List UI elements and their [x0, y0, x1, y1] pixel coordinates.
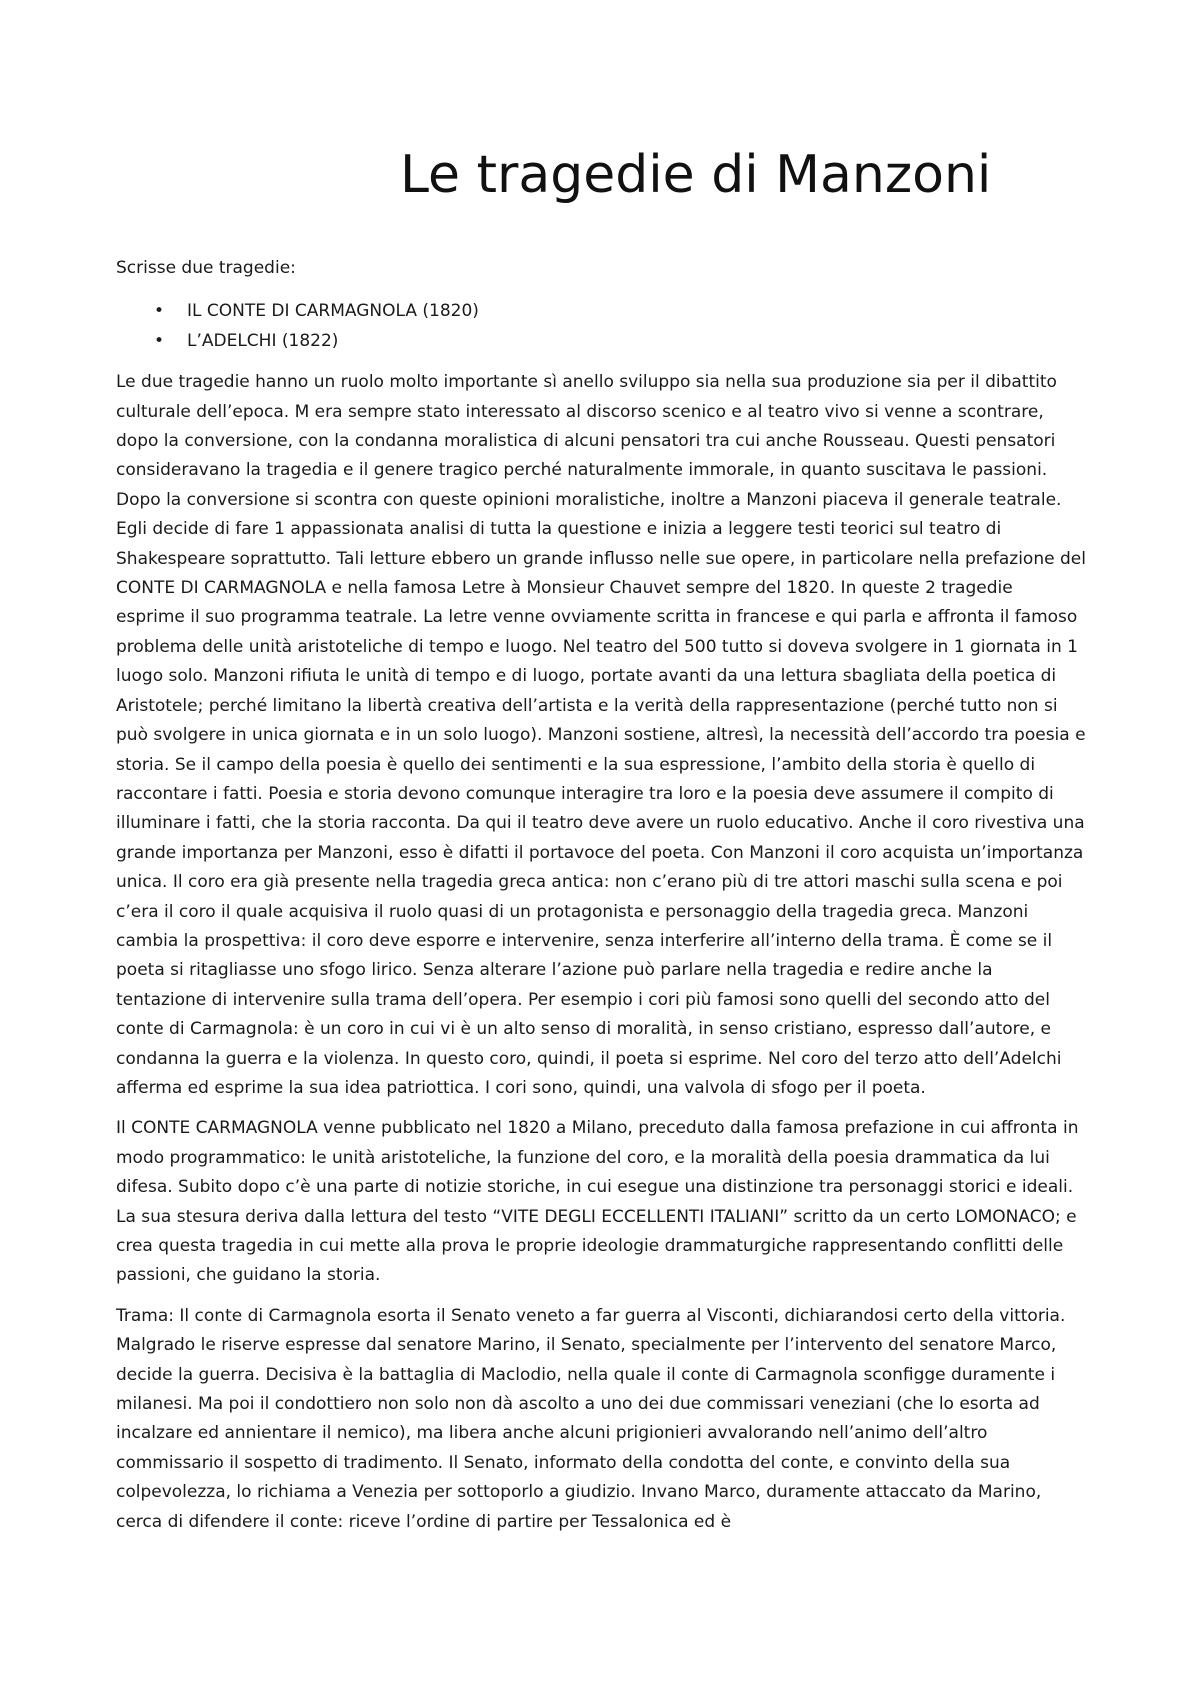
document-body	[116, 254, 1086, 1548]
paragraph-carmagnola-publication: Il CONTE CARMAGNOLA venne pubblicato nel 1820 a Milano, preceduto dalla famosa prefazione in cui affronta in modo programmatico: le unità aristoteliche, la funzione del coro, e la moralità della poesia drammatica da lui difesa. Subito dopo c’è una parte di notizie storiche, in cui esegue una distinzione tra personaggi storici e ideali. La sua stesura deriva dalla lettura del testo “VITE DEGLI ECCELLENTI ITALIANI” scritto da un certo LOMONACO; e crea questa tragedia in cui mette alla prova le proprie ideologie drammaturgiche rappresentando conflitti delle passioni, che guidano la storia.	[116, 1118, 1079, 1286]
page-title: Le tragedie di Manzoni	[400, 145, 992, 205]
tragedies-list	[116, 297, 1086, 356]
list-item-text: IL CONTE DI CARMAGNOLA (1820)	[187, 301, 479, 322]
list-item	[116, 327, 1086, 356]
paragraph-plot: Trama: Il conte di Carmagnola esorta il Senato veneto a far guerra al Visconti, dichiarandosi certo della vittoria. Malgrado le riserve espresse dal senatore Marino, il Senato, specialmente per l’intervento del senatore Marco, decide la guerra. Decisiva è la battaglia di Maclodio, nella quale il conte di Carmagnola sconfigge duramente i milanesi. Ma poi il condottiero non solo non dà ascolto a uno dei due commissari veneziani (che lo esorta ad incalzare ed annientare il nemico), ma libera anche alcuni prigionieri avvalorando nell’animo dell’altro commissario il sospetto di tradimento. Il Senato, informato della condotta del conte, e convinto della sua colpevolezza, lo richiama a Venezia per sottoporlo a giudizio. Invano Marco, duramente attaccato da Marino, cerca di difendere il conte: riceve l’ordine di partire per Tessalonica ed è	[116, 1305, 1066, 1532]
bullet-icon: •	[154, 301, 165, 322]
list-item-text: L’ADELCHI (1822)	[187, 330, 339, 351]
bullet-icon: •	[154, 330, 165, 351]
paragraph-tragedies-role: Le due tragedie hanno un ruolo molto importante sì anello sviluppo sia nella sua produzione sia per il dibattito culturale dell’epoca. M era sempre stato interessato al discorso scenico e al teatro vivo si venne a scontrare, dopo la conversione, con la condanna moralistica di alcuni pensatori tra cui anche Rousseau. Questi pensatori consideravano la tragedia e il genere tragico perché naturalmente immorale, in quanto suscitava le passioni. Dopo la conversione si scontra con queste opinioni moralistiche, inoltre a Manzoni piaceva il generale teatrale. Egli decide di fare 1 appassionata analisi di tutta la questione e inizia a leggere testi teorici sul teatro di Shakespeare soprattutto. Tali letture ebbero un grande influsso nelle sue opere, in particolare nella prefazione del CONTE DI CARMAGNOLA e nella famosa Letre à Monsieur Chauvet sempre del 1820. In queste 2 tragedie esprime il suo programma teatrale. La letre venne ovviamente scritta in francese e qui parla e affronta il famoso problema delle unità aristoteliche di tempo e luogo. Nel teatro del 500 tutto si doveva svolgere in 1 giornata in 1 luogo solo. Manzoni rifiuta le unità di tempo e di luogo, portate avanti da una lettura sbagliata della poetica di Aristotele; perché limitano la libertà creativa dell’artista e la verità della rappresentazione (perché tutto non si può svolgere in unica giornata e in un solo luogo). Manzoni sostiene, altresì, la necessità dell’accordo tra poesia e storia. Se il campo della poesia è quello dei sentimenti e la sua espressione, l’ambito della storia è quello di raccontare i fatti. Poesia e storia devono comunque interagire tra loro e la poesia deve assumere il compito di illuminare i fatti, che la storia racconta. Da qui il teatro deve avere un ruolo educativo. Anche il coro rivestiva una grande importanza per Manzoni, esso è difatti il portavoce del poeta. Con Manzoni il coro acquista un’importanza unica. Il coro era già presente nella tragedia greca antica: non c’erano più di tre attori maschi sulla scena e poi c’era il coro il quale acquisiva il ruolo quasi di un protagonista e personaggio della tragedia greca. Manzoni cambia la prospettiva: il coro deve esporre e intervenire, senza interferire all’interno della trama. È come se il poeta si ritagliasse uno sfogo lirico. Senza alterare l’azione può parlare nella tragedia e redire anche la tentazione di intervenire sulla trama dell’opera. Per esempio i cori più famosi sono quelli del secondo atto del conte di Carmagnola: è un coro in cui vi è un alto senso di moralità, in senso cristiano, espresso dall’autore, e condanna la guerra e la violenza. In questo coro, quindi, il poeta si esprime. Nel coro del terzo atto dell’Adelchi afferma ed esprime la sua idea patriottica. I cori sono, quindi, una valvola di sfogo per il poeta.	[116, 372, 1086, 1098]
list-item	[116, 297, 1086, 326]
intro-text: Scrisse due tragedie:	[116, 258, 296, 278]
